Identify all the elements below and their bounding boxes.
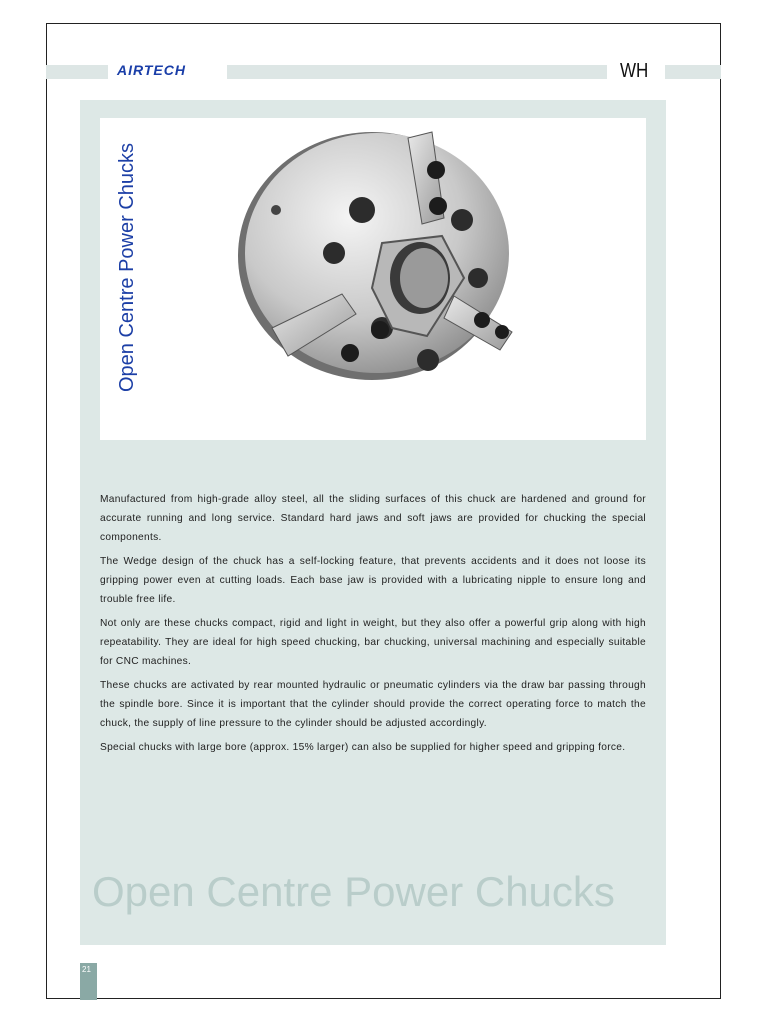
header-bar-right xyxy=(665,65,721,79)
section-code: WH xyxy=(620,60,649,82)
description-paragraph: These chucks are activated by rear mounted hydraulic or pneumatic cylinders via the draw bar passing through the spindle bore. Since it is important that the cylinder should provide the correct operating force to match the chuck, the supply of line pressure to the cylinder should be adjusted accordingly. xyxy=(100,680,646,729)
watermark-title: Open Centre Power Chucks xyxy=(92,868,615,915)
brand-logo: AIRTECH xyxy=(117,62,186,78)
product-side-title: Open Centre Power Chucks xyxy=(116,142,138,392)
description-paragraph: Not only are these chucks compact, rigid and light in weight, but they also offer a powerful grip along with high repeatability. They are ideal for high speed chucking, bar chucking, universal machining and especially suitable for CNC machines. xyxy=(100,618,646,667)
page-number: 21 xyxy=(82,965,91,974)
header-bar-middle xyxy=(227,65,607,79)
description-paragraph: The Wedge design of the chuck has a self-locking feature, that prevents accidents and it does not loose its gripping power even at cutting loads. Each base jaw is provided with a lubricating nipple to ensure long and trouble free life. xyxy=(100,556,646,605)
description-paragraph: Special chucks with large bore (approx. 15% larger) can also be supplied for higher speed and gripping force. xyxy=(100,742,626,753)
description-paragraph: Manufactured from high-grade alloy steel, all the sliding surfaces of this chuck are hardened and ground for accurate running and long service. Standard hard jaws and soft jaws are provided for chucking the special components. xyxy=(100,494,646,543)
header-bar-left xyxy=(46,65,108,79)
power-chuck-image xyxy=(232,128,532,428)
product-description xyxy=(100,490,646,762)
